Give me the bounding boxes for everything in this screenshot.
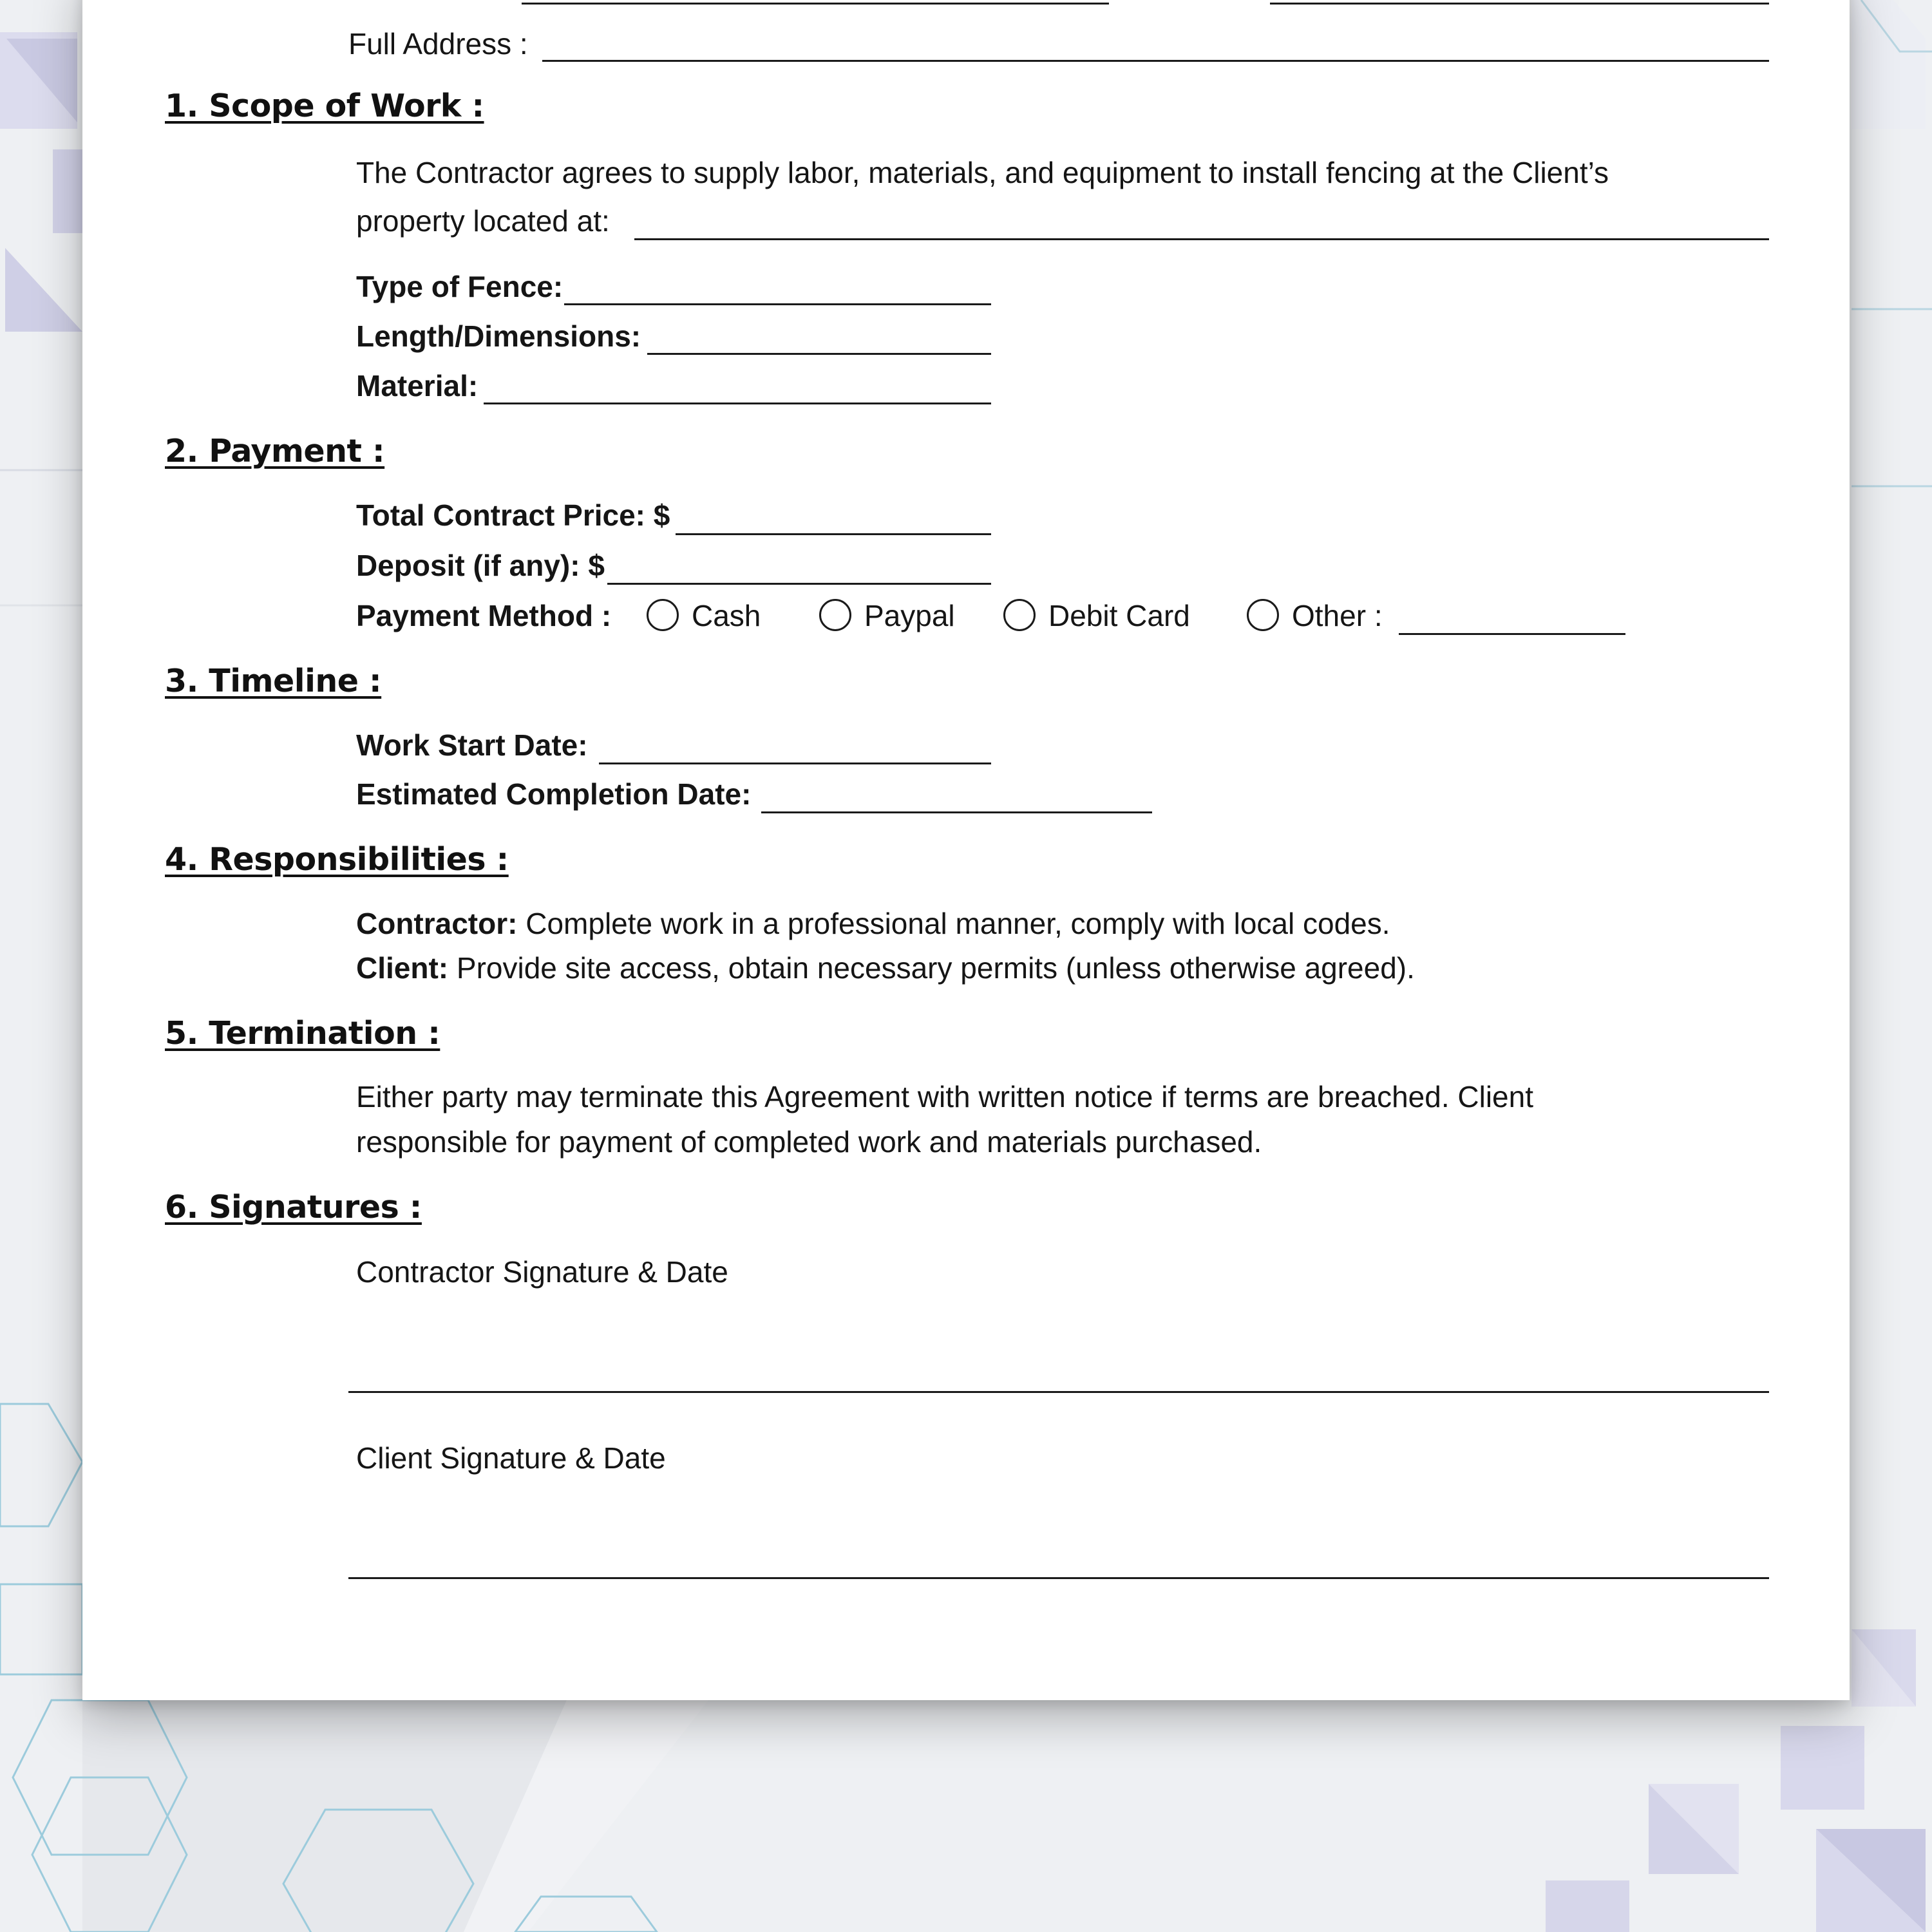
contractor-signature-label: Contractor Signature & Date [356, 1255, 728, 1289]
debit-card-option-label: Debit Card [1048, 599, 1190, 632]
scope-heading: 1. Scope of Work : [165, 88, 484, 124]
work-start-date-field[interactable] [599, 762, 991, 764]
contractor-responsibility [356, 909, 1390, 938]
termination-line2: responsible for payment of completed work and materials purchased. [356, 1125, 1262, 1159]
paypal-radio[interactable] [819, 599, 851, 631]
property-location-field[interactable] [634, 238, 1769, 240]
client-responsibility-text: Provide site access, obtain necessary permits (unless otherwise agreed). [456, 951, 1415, 985]
paypal-option-label: Paypal [864, 599, 955, 632]
length-field[interactable] [647, 353, 991, 355]
other-method-field[interactable] [1399, 633, 1625, 635]
payment-heading: 2. Payment : [165, 433, 385, 469]
client-signature-label: Client Signature & Date [356, 1441, 666, 1475]
contractor-signature-field[interactable] [348, 1391, 1769, 1393]
type-of-fence-label: Type of Fence: [356, 270, 564, 303]
material-label: Material: [356, 369, 478, 402]
top-field-right[interactable] [1270, 3, 1769, 5]
cash-option-label: Cash [692, 599, 761, 632]
work-start-date-label: Work Start Date: [356, 728, 588, 762]
completion-date-field[interactable] [761, 811, 1152, 813]
termination-line1: Either party may terminate this Agreement with written notice if terms are breached. Client [356, 1080, 1534, 1113]
timeline-heading: 3. Timeline : [165, 663, 382, 699]
length-label: Length/Dimensions: [356, 319, 641, 353]
top-field-left[interactable] [522, 3, 1109, 5]
termination-heading: 5. Termination : [165, 1015, 440, 1052]
scope-paragraph-line1: The Contractor agrees to supply labor, materials, and equipment to install fencing at the Client’s [356, 156, 1609, 189]
other-option-label: Other : [1292, 599, 1383, 632]
contractor-responsibility-text: Complete work in a professional manner, comply with local codes. [526, 907, 1390, 940]
material-field[interactable] [484, 402, 991, 404]
contractor-responsibility-label: Contractor: [356, 907, 518, 940]
signatures-heading: 6. Signatures : [165, 1189, 422, 1226]
full-address-label: Full Address : [348, 27, 528, 61]
type-of-fence-field[interactable] [564, 303, 991, 305]
payment-method-label: Payment Method : [356, 599, 612, 632]
cash-radio[interactable] [647, 599, 679, 631]
client-signature-field[interactable] [348, 1577, 1769, 1579]
total-price-label: Total Contract Price: $ [356, 498, 670, 532]
completion-date-label: Estimated Completion Date: [356, 777, 752, 811]
responsibilities-heading: 4. Responsibilities : [165, 841, 509, 878]
total-price-field[interactable] [676, 533, 991, 535]
deposit-label: Deposit (if any): $ [356, 549, 605, 582]
other-radio[interactable] [1247, 599, 1279, 631]
client-responsibility-label: Client: [356, 951, 449, 985]
deposit-field[interactable] [607, 583, 991, 585]
scope-paragraph-line2: property located at: [356, 204, 610, 238]
debit-card-radio[interactable] [1003, 599, 1036, 631]
client-responsibility [356, 953, 1415, 983]
full-address-field[interactable] [542, 60, 1769, 62]
